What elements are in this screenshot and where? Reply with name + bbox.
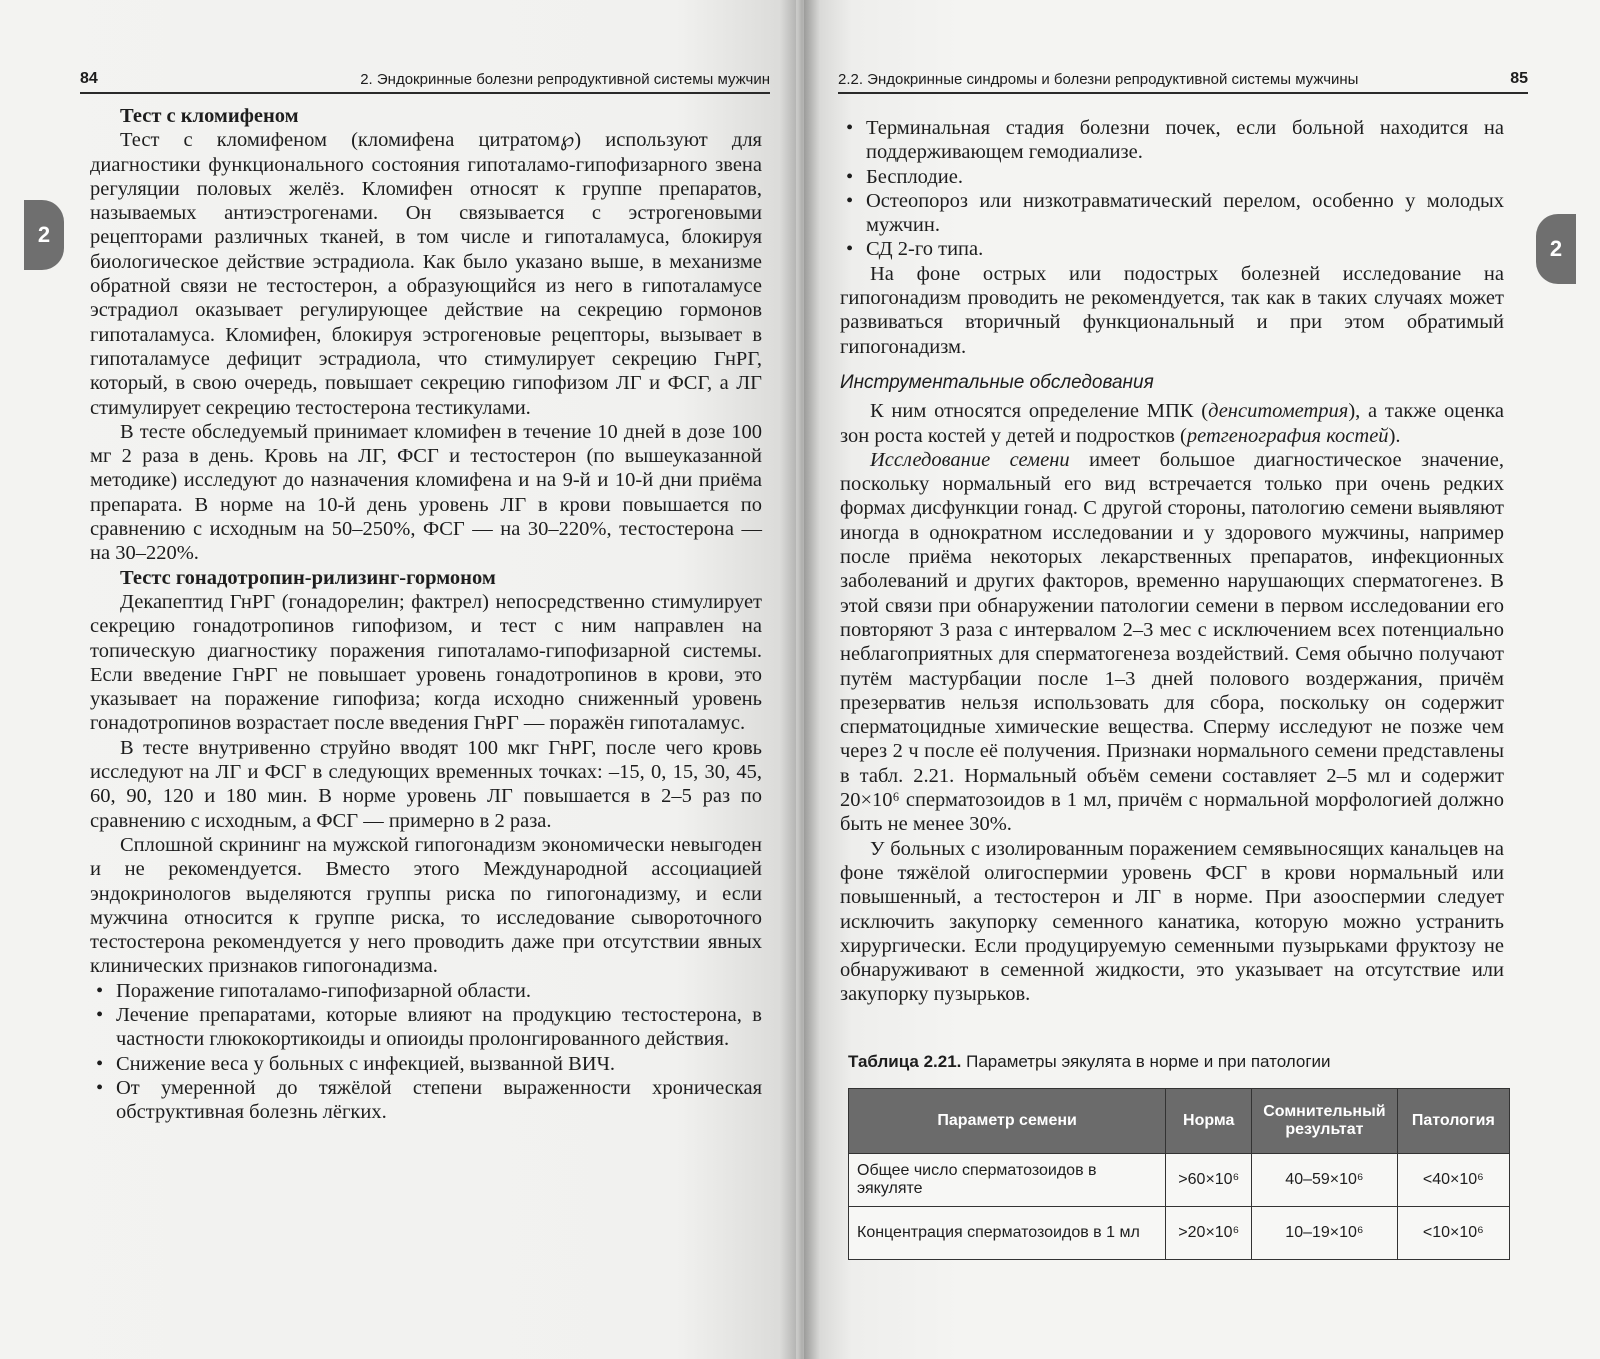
list-item: • Снижение веса у больных с инфекцией, вызванной ВИЧ. [116,1052,762,1076]
column-header: Сомнительный результат [1252,1089,1397,1154]
right-text-column [840,116,1504,1007]
list-item: • Бесплодие. [866,165,1504,189]
semen-parameters-table [848,1088,1510,1260]
table-cell: >60×10⁶ [1166,1154,1252,1207]
italic-term: денситометрия [1208,400,1349,423]
running-head-title: 2.2. Эндокринные синдромы и болезни репродуктивной системы мужчины [838,71,1359,88]
table-cell: <40×10⁶ [1397,1154,1509,1207]
paragraph: Декапептид ГнРГ (гонадорелин; фактрел) непосредственно стимулирует секрецию гонадотропинов гипофизом, и тест с ним направлен на топическую диагностику поражения гипоталамо-гипофизарной системы. Если введение ГнРГ не повышает уровень гонадотропинов в крови, это указывает на поражение гипофиза; когда исходно сниженный уровень гонадотропинов возрастает после введения ГнРГ — поражён гипоталамус. [90,590,762,735]
left-text-column [90,104,762,1124]
table-caption [848,1052,1331,1072]
page-number: 84 [80,70,98,87]
paragraph [840,399,1504,448]
table-caption-text: Параметры эякулята в норме и при патологии [961,1052,1331,1071]
table-cell: <10×10⁶ [1397,1207,1509,1260]
paragraph: В тесте внутривенно струйно вводят 100 мкг ГнРГ, после чего кровь исследуют на ЛГ и ФСГ в следующих временных точках: –15, 0, 15, 30, 45, 60, 90, 120 и 180 мин. В норме уровень ЛГ повышается в 2–5 раз по сравнению с исходным, а ФСГ — примерно в 2 раза. [90,736,762,832]
text-run: ), а также оценка зон роста костей у детей и подростков ( [840,400,1504,447]
list-item: • Поражение гипоталамо-гипофизарной области. [116,979,762,1003]
page-number: 85 [1510,70,1528,87]
chapter-thumb-tab: 2 [1536,214,1576,284]
bullet-list [840,116,1504,262]
paragraph: Сплошной скрининг на мужской гипогонадизм экономически невыгоден и не рекомендуется. Вместо этого Международной ассоциацией эндокринологов выделяются группы риска по гипогонадизму, и если мужчина относится к группе риска, то исследование сывороточного тестостерона рекомендуется у него проводить даже при отсутствии явных клинических признаков гипогонадизма. [90,833,762,978]
paragraph [840,448,1504,837]
column-header: Параметр семени [849,1089,1166,1154]
section-heading: Тестс гонадотропин-рилизинг-гормоном [120,566,496,589]
list-item: • Остеопороз или низкотравматический перелом, особенно у молодых мужчин. [866,189,1504,238]
list-item: • От умеренной до тяжёлой степени выраженности хроническая обструктивная болезнь лёгких. [116,1076,762,1125]
text-run: ). [1388,424,1401,447]
table-cell: >20×10⁶ [1166,1207,1252,1260]
section-heading: Тест с кломифеном [120,105,299,127]
list-item: • СД 2-го типа. [866,237,1504,261]
paragraph: У больных с изолированным поражением семявыносящих канальцев на фоне тяжёлой олигоспермии уровень ФСГ в крови нормальный или повышенный, а тестостерон и ЛГ в норме. При азооспермии следует исключить закупорку семенного канатика, которую можно устранить хирургически. Если продуцируемую семенными пузырьками фруктозу не обнаруживают в семенной жидкости, это указывает на отсутствие или закупорку пузырьков. [840,837,1504,1006]
text-run: имеет большое диагностическое значение, поскольку нормальный его вид встречается только при очень редких формах дисфункции гонад. С другой стороны, патологию семени выявляют иногда в однократном исследовании и у здорового мужчины, например после приёма некоторых лекарственных препаратов, инфекционных заболеваний и других факторов, временно нарушающих сперматогенез. В этой связи при обнаружении патологии семени в первом исследовании его повторяют 3 раза с интервалом 2–3 мес с исключением всех потенциально неблагоприятных для сперматогенеза воздействий. Семя обычно получают путём мастурбации после 1–3 дней полового воздержания, причём презерватив нельзя использовать для сбора, поскольку он содержит сперматоцидные химические вещества. Сперму исследуют не позже чем через 2 ч после её получения. Признаки нормального семени представлены в табл. 2.21. Нормальный объём семени составляет 2–5 мл и содержит 20×10⁶ сперматозоидов в 1 мл, причём с нормальной морфологией должно быть не менее 30%. [840,448,1504,836]
bullet-list [90,979,762,1125]
running-head-left [80,58,770,94]
table-caption-label: Таблица 2.21. [848,1052,962,1071]
table-cell: 40–59×10⁶ [1252,1154,1397,1207]
table-row [849,1207,1510,1260]
italic-term: ретгенография костей [1186,424,1389,447]
column-header: Патология [1397,1089,1509,1154]
table-cell: Общее число сперматозоидов в эякуляте [849,1154,1166,1207]
column-header: Норма [1166,1089,1252,1154]
list-item: • Терминальная стадия болезни почек, если больной находится на поддерживающем гемодиализе. [866,116,1504,165]
right-page [804,0,1600,1359]
left-page [0,0,796,1359]
paragraph: Тест с кломифеном (кломифена цитратом℘) используют для диагностики функционального состояния гипоталамо-гипофизарного звена регуляции половых желёз. Кломифен относят к группе препаратов, называемых антиэстрогенами. Он связывается с эстрогеновыми рецепторами различных тканей, в том числе и гипоталамуса, блокируя биологическое действие эстрадиола. Как было указано выше, в механизме обратной связи не тестостерон, а образующийся из него в гипоталамусе эстрадиол оказывает регулирующее действие на секрецию гормонов гипоталамуса. Кломифен, блокируя эстрогеновые рецепторы, вызывает в гипоталамусе дефицит эстрадиола, что стимулирует секрецию ГнРГ, который, в свою очередь, повышает секрецию гипофизом ЛГ и ФСГ, а ЛГ стимулирует секрецию тестостерона тестикулами. [90,129,762,419]
chapter-thumb-tab: 2 [24,200,64,270]
running-head-title: 2. Эндокринные болезни репродуктивной системы мужчин [360,71,770,88]
paragraph: На фоне острых или подострых болезней исследование на гипогонадизм проводить не рекомендуется, так как в таких случаях может развиваться вторичный функциональный и при этом обратимый гипогонадизм. [840,262,1504,358]
italic-term: Исследование семени [870,448,1070,471]
section-heading: Инструментальные обследования [840,371,1154,393]
running-head-right [838,58,1528,94]
paragraph: В тесте обследуемый принимает кломифен в течение 10 дней в дозе 100 мг 2 раза в день. Кровь на ЛГ, ФСГ и тестостерон (по вышеуказанной методике) исследуют до назначения кломифена и на 9-й и 10-й дни приёма препарата. В норме на 10-й день уровень ЛГ в крови повышается по сравнению с исходным на 50–250%, ФСГ — на 30–220%, тестостерона — на 30–220%. [90,420,762,565]
book-gutter-shadow [780,0,820,1359]
table-row [849,1154,1510,1207]
text-run: К ним относятся определение МПК ( [870,400,1209,423]
table-cell: Концентрация сперматозоидов в 1 мл [849,1207,1166,1260]
table-cell: 10–19×10⁶ [1252,1207,1397,1260]
list-item: • Лечение препаратами, которые влияют на продукцию тестостерона, в частности глюкокортикоиды и опиоиды пролонгированного действия. [116,1003,762,1052]
table-header-row [849,1089,1510,1154]
